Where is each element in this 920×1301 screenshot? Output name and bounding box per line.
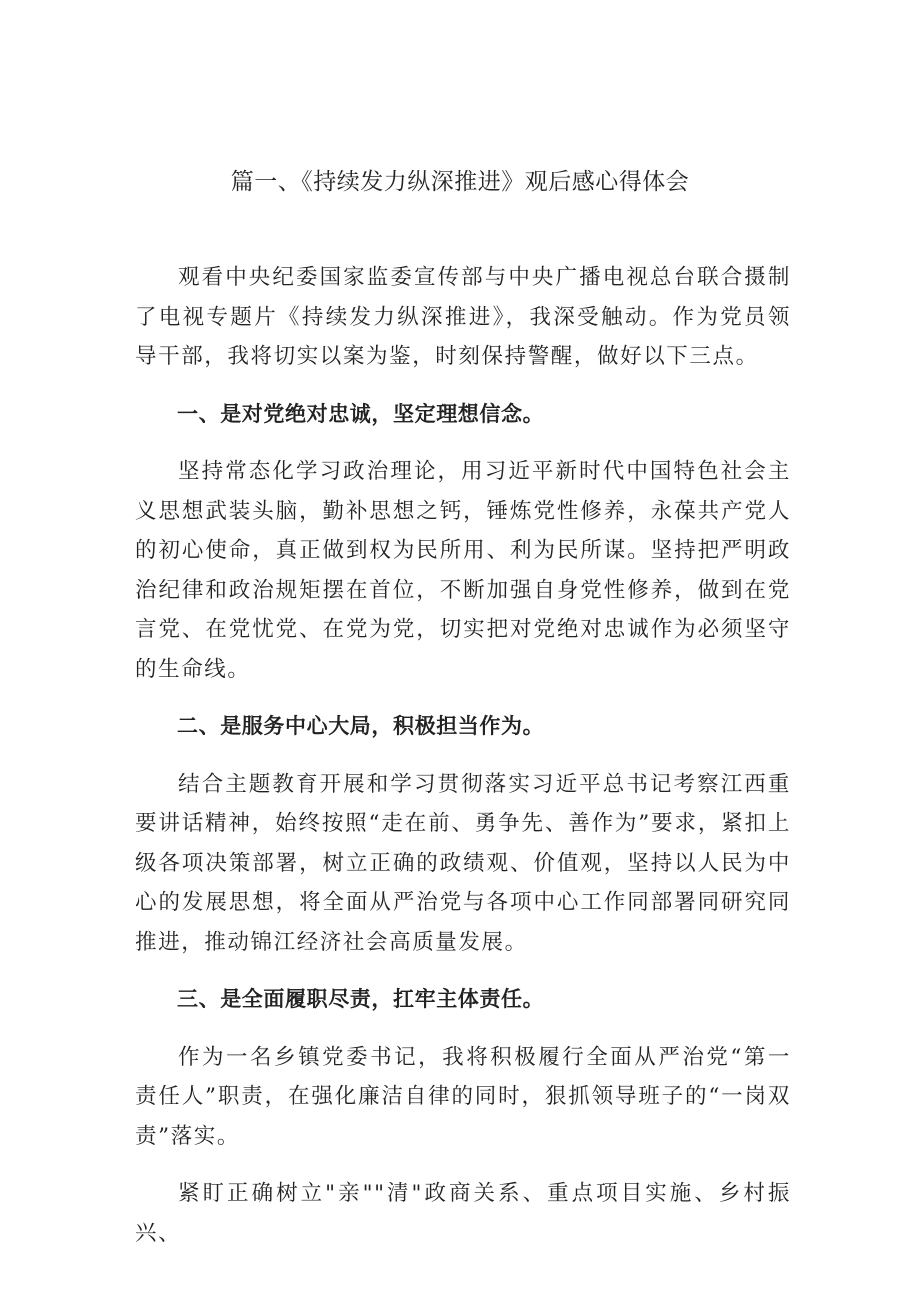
- section-3-paragraph-2: 紧盯正确树立"亲""清"政商关系、重点项目实施、乡村振兴、: [135, 1181, 791, 1246]
- section-1-heading: 一、是对党绝对忠诚，坚定理想信念。: [177, 401, 545, 426]
- document-title: 篇一、《持续发力纵深推进》观后感心得体会: [230, 169, 690, 195]
- section-3-paragraph-1: 作为一名乡镇党委书记，我将积极履行全面从严治党“第一责任人”职责，在强化廉洁自律的同时，狠抓领导班子的“一岗双责”落实。: [135, 1044, 791, 1149]
- section-2-paragraph: 结合主题教育开展和学习贯彻落实习近平总书记考察江西重要讲话精神，始终按照“走在前、勇争先、善作为”要求，紧扣上级各项决策部署，树立正确的政绩观、价值观，坚持以人民为中心的发展思想，将全面从严治党与各项中心工作同部署同研究同推进，推动锦江经济社会高质量发展。: [135, 771, 791, 955]
- section-3-heading: 三、是全面履职尽责，扛牢主体责任。: [177, 987, 545, 1011]
- section-2-heading: 二、是服务中心大局，积极担当作为。: [177, 714, 545, 738]
- document-body: [135, 258, 791, 1271]
- intro-paragraph: 观看中央纪委国家监委宣传部与中央广播电视总台联合摄制了电视专题片《持续发力纵深推进》，我深受触动。作为党员领导干部，我将切实以案为鉴，时刻保持警醒，做好以下三点。: [135, 265, 791, 369]
- section-1-paragraph: 坚持常态化学习政治理论，用习近平新时代中国特色社会主义思想武装头脑，勤补思想之钙，锤炼党性修养，永葆共产党人的初心使命，真正做到权为民所用、利为民所谋。坚持把严明政治纪律和政治规矩摆在首位，不断加强自身党性修养，做到在党言党、在党忧党、在党为党，切实把对党绝对忠诚作为必须坚守的生命线。: [135, 459, 791, 682]
